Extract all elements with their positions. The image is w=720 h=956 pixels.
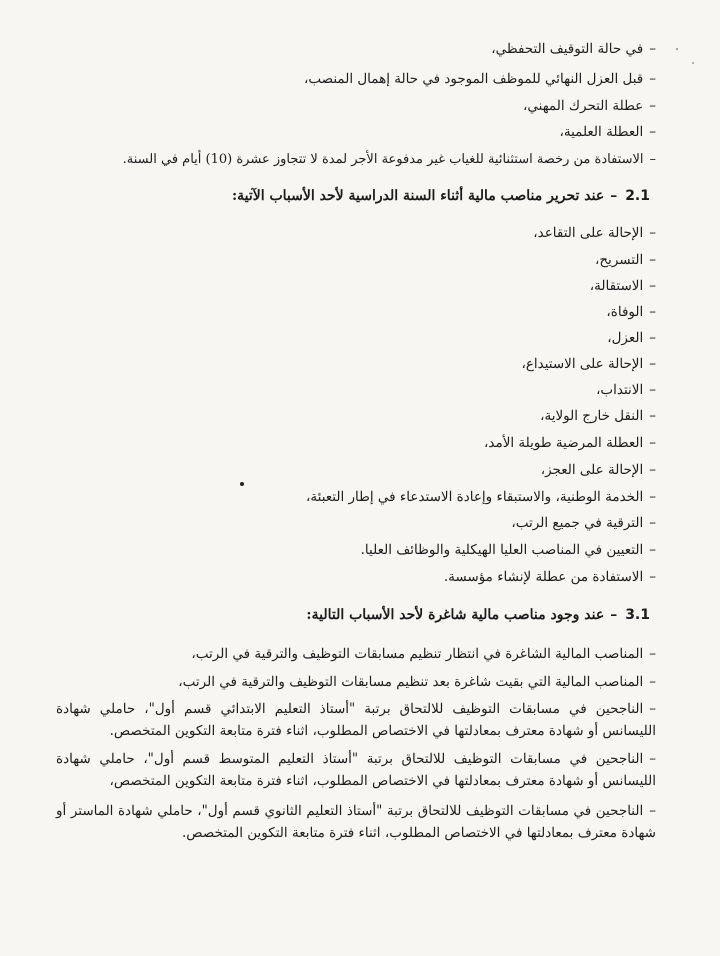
list-dash: – bbox=[649, 124, 656, 140]
list-dash: – bbox=[649, 278, 656, 294]
list-dash: – bbox=[649, 71, 656, 87]
list-item: –المناصب المالية الشاغرة في انتظار تنظيم مسابقات التوظيف والترقية في الرتب، bbox=[191, 646, 656, 662]
list-dash: – bbox=[649, 356, 656, 372]
list-dash: – bbox=[649, 462, 656, 478]
list-item: –العزل، bbox=[607, 330, 656, 346]
list-item: –الإحالة على الاستيداع، bbox=[521, 356, 656, 372]
list-dash: – bbox=[649, 330, 656, 346]
scan-speck bbox=[676, 48, 678, 50]
list-item: –الإحالة على التقاعد، bbox=[533, 225, 656, 241]
list-dash: – bbox=[649, 489, 656, 505]
section-title: عند وجود مناصب مالية شاغرة لأحد الأسباب التالية: bbox=[306, 607, 605, 623]
scan-speck bbox=[692, 62, 694, 64]
list-dash: – bbox=[649, 435, 656, 451]
section-heading bbox=[306, 605, 650, 625]
list-item: –قبل العزل النهائي للموظف الموجود في حالة إهمال المنصب، bbox=[304, 71, 656, 87]
list-dash: – bbox=[649, 751, 656, 767]
list-dash: – bbox=[649, 98, 656, 114]
list-item: –التعيين في المناصب العليا الهيكلية والوظائف العليا. bbox=[360, 542, 656, 558]
paragraph: –الناجحين في مسابقات التوظيف للالتحاق برتبة "أستاذ التعليم الثانوي قسم أول"، حاملي شهادة الماستر أو شهادة معترف بمعادلتها في الاختصاص المطلوب، اثناء فترة متابعة التكوين المتخصص. bbox=[56, 800, 656, 844]
section-title: عند تحرير مناصب مالية أثناء السنة الدراسية لأحد الأسباب الآتية: bbox=[231, 188, 605, 204]
list-dash: – bbox=[649, 408, 656, 424]
list-item: –الاستفادة من رخصة استثنائية للغياب غير مدفوعة الأجر لمدة لا تتجاوز عشرة (10) أيام في السنة. bbox=[122, 152, 656, 167]
list-item: –الإحالة على العجز، bbox=[540, 462, 656, 478]
list-dash: – bbox=[649, 803, 656, 819]
list-dash: – bbox=[649, 674, 656, 690]
list-dash: – bbox=[649, 304, 656, 320]
list-item: –الانتداب، bbox=[596, 382, 656, 398]
scan-speck bbox=[240, 482, 244, 486]
list-item: –الترقية في جميع الرتب، bbox=[511, 515, 656, 531]
list-item: –المناصب المالية التي بقيت شاغرة بعد تنظيم مسابقات التوظيف والترقية في الرتب، bbox=[178, 674, 656, 690]
list-dash: – bbox=[649, 646, 656, 662]
paragraph: –الناجحين في مسابقات التوظيف للالتحاق برتبة "أستاذ التعليم الابتدائي قسم أول"، حاملي شهادة الليسانس أو شهادة معترف بمعادلتها في الاختصاص المطلوب، اثناء فترة متابعة التكوين المتخصص. bbox=[56, 698, 656, 742]
list-item: –عطلة التحرك المهني، bbox=[523, 98, 656, 114]
list-item: –الوفاة، bbox=[606, 304, 656, 320]
list-item: –التسريح، bbox=[594, 252, 656, 268]
list-dash: – bbox=[649, 515, 656, 531]
heading-dash: – bbox=[610, 607, 618, 623]
list-dash: – bbox=[649, 225, 656, 241]
list-item: –الخدمة الوطنية، والاستبقاء وإعادة الاستدعاء في إطار التعبئة، bbox=[306, 489, 656, 505]
list-dash: – bbox=[649, 41, 656, 57]
list-dash: – bbox=[649, 252, 656, 268]
list-dash: – bbox=[649, 569, 656, 585]
section-number: 3.1 bbox=[625, 607, 650, 623]
section-heading bbox=[232, 186, 650, 206]
paragraph: –الناجحين في مسابقات التوظيف للالتحاق برتبة "أستاذ التعليم المتوسط قسم أول"، حاملي شهادة الليسانس أو شهادة معترف بمعادلتها في الاختصاص المطلوب، اثناء فترة متابعة التكوين المتخصص، bbox=[56, 748, 656, 792]
list-item: –الاستفادة من عطلة لإنشاء مؤسسة. bbox=[443, 569, 656, 585]
heading-dash: – bbox=[610, 188, 618, 204]
list-item: –العطلة المرضية طويلة الأمد، bbox=[484, 435, 656, 451]
list-dash: – bbox=[649, 542, 656, 558]
list-item: –الاستقالة، bbox=[589, 278, 656, 294]
list-dash: – bbox=[649, 382, 656, 398]
list-dash: – bbox=[649, 701, 656, 717]
list-item: –في حالة التوقيف التحفظي، bbox=[491, 41, 656, 57]
list-item: –النقل خارج الولاية، bbox=[540, 408, 656, 424]
section-number: 2.1 bbox=[625, 188, 650, 204]
list-dash: – bbox=[649, 152, 656, 167]
list-item: –العطلة العلمية، bbox=[559, 124, 656, 140]
